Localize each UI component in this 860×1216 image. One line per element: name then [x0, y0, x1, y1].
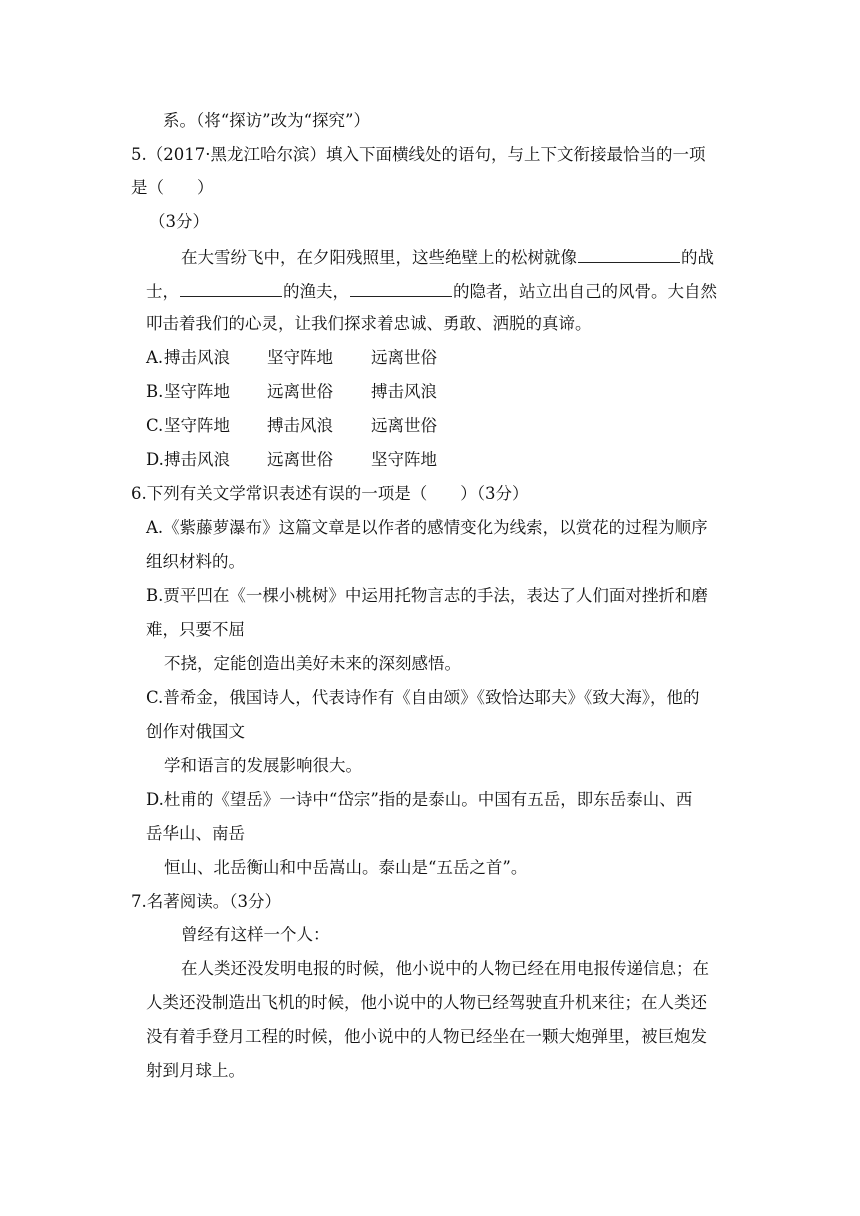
- option-phrase-1: 坚守阵地: [164, 382, 230, 401]
- option-phrase-1: 搏击风浪: [164, 348, 230, 367]
- q5-stem-line-1: 5.（2017·黑龙江哈尔滨）填入下面横线处的语句，与上下文衔接最恰当的一项: [131, 145, 706, 164]
- q7-passage-line-2: 人类还没制造出飞机的时候，他小说中的人物已经驾驶直升机来往；在人类还: [146, 993, 707, 1012]
- q5-passage-line-1: [181, 245, 714, 269]
- q5-stem-line-2: 是（ ）: [131, 178, 214, 197]
- q7-stem: 7.名著阅读。（3分）: [131, 892, 281, 911]
- q6-option-d-line-1[interactable]: D.杜甫的《望岳》一诗中“岱宗”指的是泰山。中国有五岳，即东岳泰山、西: [146, 790, 693, 809]
- option-phrase-2: 搏击风浪: [267, 416, 333, 435]
- q6-stem: 6.下列有关文学常识表述有误的一项是（ ）（3分）: [131, 484, 529, 503]
- q5-passage-line-2: [146, 279, 717, 303]
- option-phrase-1: 坚守阵地: [164, 416, 230, 435]
- option-label: A.: [146, 348, 164, 367]
- q5-passage-text-1a: 在大雪纷飞中，在夕阳残照里，这些绝壁上的松树就像: [181, 248, 577, 267]
- continued-answer-line: 系。（将“探访”改为“探究”）: [163, 111, 370, 130]
- q6-option-c-line-1[interactable]: C.普希金，俄国诗人，代表诗作有《自由颂》《致恰达耶夫》《致大海》，他的: [146, 688, 700, 707]
- q7-passage-line-3: 没有着手登月工程的时候，他小说中的人物已经坐在一颗大炮弹里，被巨炮发: [146, 1027, 707, 1046]
- option-phrase-2: 远离世俗: [267, 382, 333, 401]
- fill-blank-2[interactable]: [180, 279, 282, 297]
- q5-score: （3分）: [149, 212, 209, 231]
- q6-option-d-line-3: 恒山、北岳衡山和中岳嵩山。泰山是“五岳之首”。: [164, 858, 528, 877]
- q6-option-a-line-1[interactable]: A.《紫藤萝瀑布》这篇文章是以作者的感情变化为线索，以赏花的过程为顺序: [146, 518, 708, 537]
- q5-passage-text-2a: 士，: [146, 282, 179, 301]
- q6-option-b-line-3: 不挠，定能创造出美好未来的深刻感悟。: [164, 654, 461, 673]
- option-phrase-2: 远离世俗: [267, 450, 333, 469]
- option-phrase-3: 远离世俗: [371, 416, 437, 435]
- option-phrase-2: 坚守阵地: [267, 348, 333, 367]
- fill-blank-3[interactable]: [350, 279, 452, 297]
- option-label: D.: [146, 450, 164, 469]
- q5-passage-text-2c: 的隐者，站立出自己的风骨。大自然: [453, 282, 717, 301]
- q6-option-d-line-2: 岳华山、南岳: [146, 824, 245, 843]
- option-phrase-3: 搏击风浪: [371, 382, 437, 401]
- q6-option-b-line-1[interactable]: B.贾平凹在《一棵小桃树》中运用托物言志的手法，表达了人们面对挫折和磨: [146, 586, 708, 605]
- option-label: C.: [146, 416, 164, 435]
- option-phrase-3: 远离世俗: [371, 348, 437, 367]
- option-phrase-1: 搏击风浪: [164, 450, 230, 469]
- option-label: B.: [146, 382, 164, 401]
- q5-passage-text-1b: 的战: [681, 248, 714, 267]
- q5-passage-text-2b: 的渔夫，: [283, 282, 349, 301]
- q6-option-c-line-3: 学和语言的发展影响很大。: [164, 756, 362, 775]
- option-phrase-3: 坚守阵地: [371, 450, 437, 469]
- q7-passage-line-4: 射到月球上。: [146, 1061, 245, 1080]
- fill-blank-1[interactable]: [578, 245, 680, 263]
- q7-passage-line-1: 在人类还没发明电报的时候，他小说中的人物已经在用电报传递信息；在: [181, 959, 709, 978]
- q7-passage-intro: 曾经有这样一个人：: [181, 925, 330, 944]
- q6-option-c-line-2: 创作对俄国文: [146, 722, 245, 741]
- q5-passage-line-3: 叩击着我们的心灵，让我们探求着忠诚、勇敢、洒脱的真谛。: [146, 314, 592, 333]
- q6-option-a-line-2: 组织材料的。: [146, 552, 245, 571]
- q6-option-b-line-2: 难，只要不屈: [146, 620, 245, 639]
